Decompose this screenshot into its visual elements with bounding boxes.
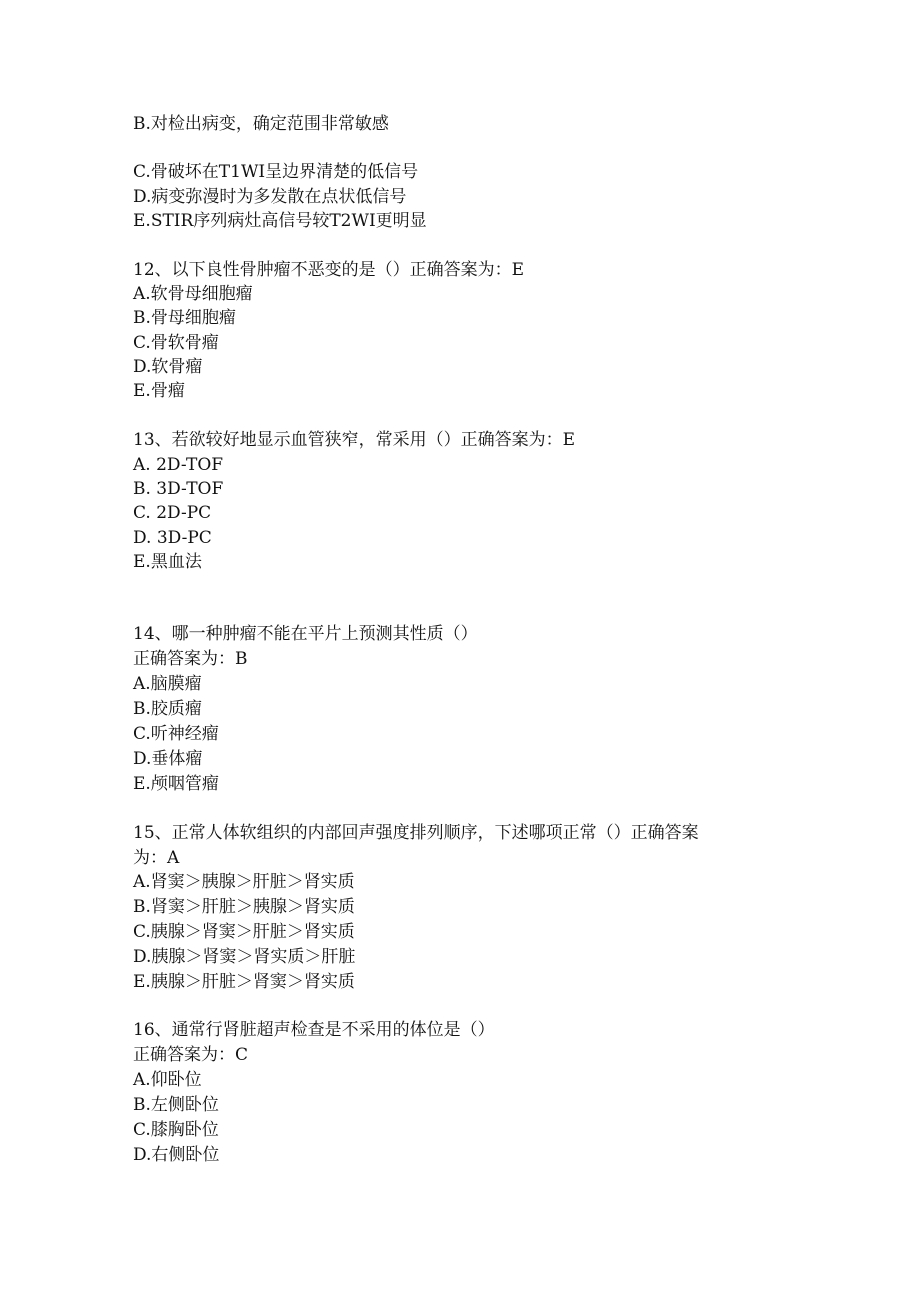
answer-text: 正确答案为：B <box>133 649 248 669</box>
question-text: 14、哪一种肿瘤不能在平片上预测其性质（） <box>133 624 478 644</box>
option-text: A.软骨母细胞瘤 <box>133 284 253 304</box>
option-text: A.肾窦＞胰腺＞肝脏＞肾实质 <box>133 872 355 892</box>
option-text: A. 2D-TOF <box>133 455 224 475</box>
option-text: C. 2D-PC <box>133 503 212 523</box>
option-text: E.胰腺＞肝脏＞肾窦＞肾实质 <box>133 972 355 992</box>
option-text: C.骨破坏在T1WI呈边界清楚的低信号 <box>133 162 419 182</box>
option-text: C.胰腺＞肾窦＞肝脏＞肾实质 <box>133 922 355 942</box>
option-text: D. 3D-PC <box>133 528 212 548</box>
option-text: C.骨软骨瘤 <box>133 333 219 353</box>
answer-text: 为：A <box>133 848 180 868</box>
option-text: D.病变弥漫时为多发散在点状低信号 <box>133 187 407 207</box>
option-text: E.黑血法 <box>133 552 202 572</box>
option-text: C.听神经瘤 <box>133 724 219 744</box>
question-text: 16、通常行肾脏超声检查是不采用的体位是（） <box>133 1020 495 1040</box>
question-text: 13、若欲较好地显示血管狭窄，常采用（）正确答案为：E <box>133 430 576 450</box>
option-text: B.左侧卧位 <box>133 1095 219 1115</box>
option-text: D.胰腺＞肾窦＞肾实质＞肝脏 <box>133 947 356 967</box>
answer-text: 正确答案为：C <box>133 1045 249 1065</box>
option-text: D.软骨瘤 <box>133 357 203 377</box>
option-text: D.右侧卧位 <box>133 1145 220 1165</box>
question-text: 15、正常人体软组织的内部回声强度排列顺序，下述哪项正常（）正确答案 <box>133 823 699 843</box>
option-text: B.骨母细胞瘤 <box>133 308 236 328</box>
option-text: C.膝胸卧位 <box>133 1120 219 1140</box>
option-text: E.颅咽管瘤 <box>133 774 219 794</box>
option-text: E.STIR序列病灶高信号较T2WI更明显 <box>133 211 427 231</box>
question-text: 12、以下良性骨肿瘤不恶变的是（）正确答案为：E <box>133 260 525 280</box>
option-text: A.脑膜瘤 <box>133 674 202 694</box>
option-text: D.垂体瘤 <box>133 749 203 769</box>
option-text: B.对检出病变，确定范围非常敏感 <box>133 114 389 134</box>
option-text: B. 3D-TOF <box>133 479 224 499</box>
option-text: E.骨瘤 <box>133 381 185 401</box>
option-text: B.肾窦＞肝脏＞胰腺＞肾实质 <box>133 897 355 917</box>
option-text: A.仰卧位 <box>133 1070 202 1090</box>
option-text: B.胶质瘤 <box>133 699 202 719</box>
